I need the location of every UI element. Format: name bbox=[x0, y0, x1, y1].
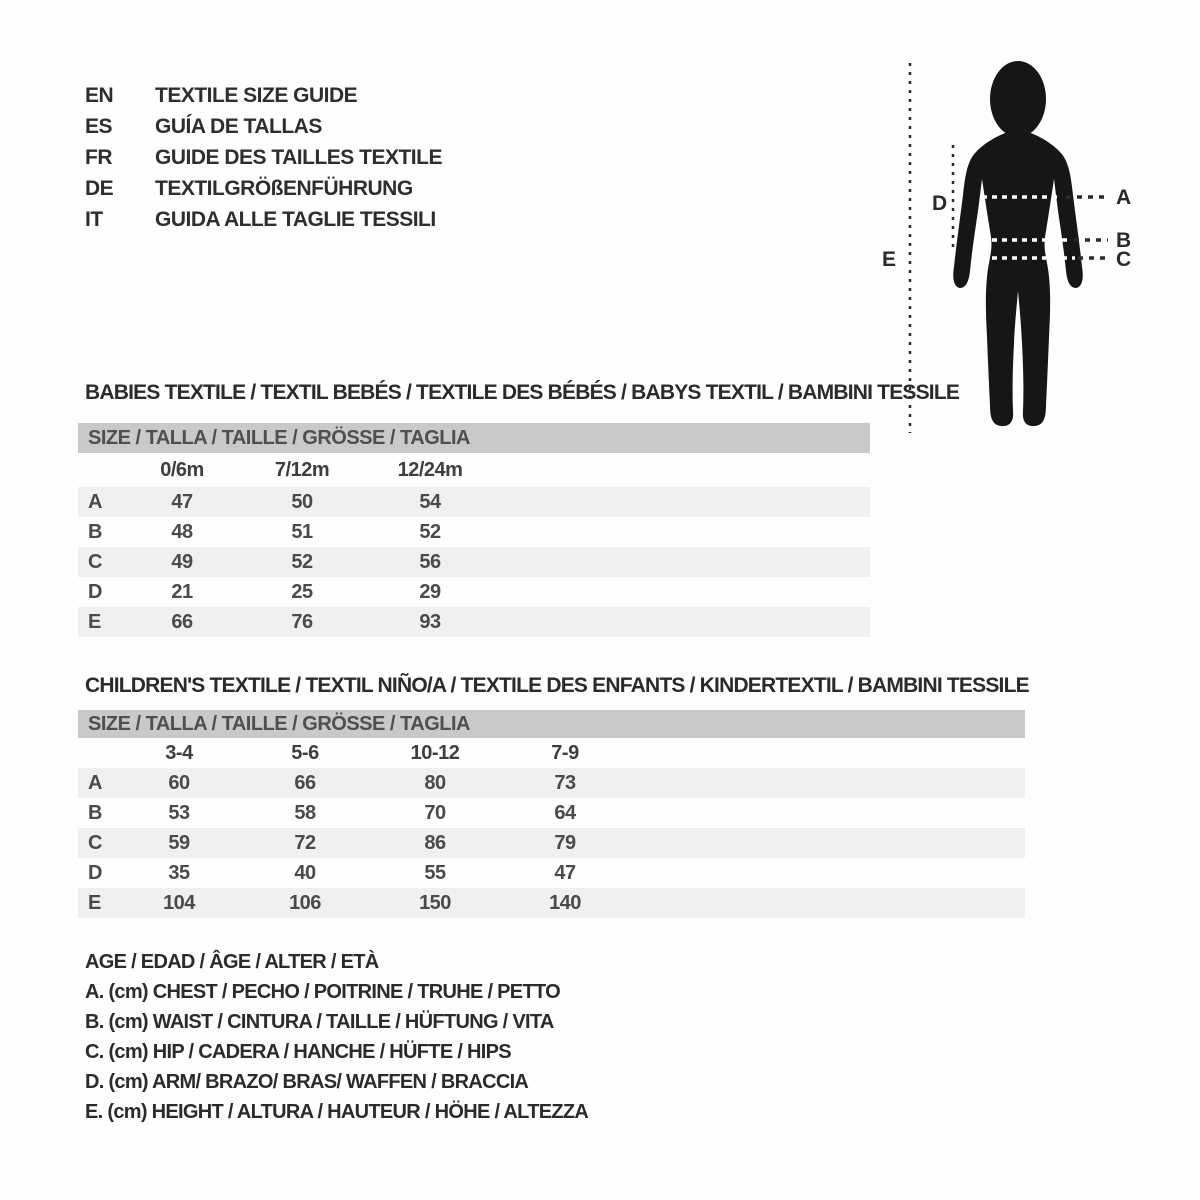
children-section-title: CHILDREN'S TEXTILE / TEXTIL NIÑO/A / TEXTILE DES ENFANTS / KINDERTEXTIL / BAMBINI TESSILE bbox=[85, 674, 1029, 697]
cell: 60 bbox=[168, 771, 190, 794]
cell: 51 bbox=[291, 520, 313, 543]
cell: 52 bbox=[291, 550, 313, 573]
children-column-header-row bbox=[78, 738, 1025, 768]
legend-age: AGE / EDAD / ÂGE / ALTER / ETÀ bbox=[85, 950, 379, 973]
cell: 140 bbox=[549, 891, 581, 914]
table-row bbox=[78, 858, 1025, 888]
language-row-it bbox=[85, 204, 442, 235]
cell: 47 bbox=[171, 490, 193, 513]
row-label: D bbox=[88, 861, 102, 884]
babies-section-title: BABIES TEXTILE / TEXTIL BEBÉS / TEXTILE DES BÉBÉS / BABYS TEXTIL / BAMBINI TESSILE bbox=[85, 381, 960, 404]
row-label: C bbox=[88, 831, 102, 854]
cell: 50 bbox=[291, 490, 313, 513]
child-silhouette bbox=[953, 61, 1083, 426]
chest-label: A bbox=[1116, 186, 1132, 209]
babies-size-header-bar: SIZE / TALLA / TAILLE / GRÖSSE / TAGLIA bbox=[78, 423, 870, 453]
row-label: A bbox=[88, 771, 102, 794]
cell: 73 bbox=[554, 771, 576, 794]
cell: 64 bbox=[554, 801, 576, 824]
children-size-table bbox=[78, 710, 1025, 918]
babies-col-header: 0/6m bbox=[160, 458, 204, 481]
row-label: D bbox=[88, 580, 102, 603]
legend-height: E. (cm) HEIGHT / ALTURA / HAUTEUR / HÖHE / ALTEZZA bbox=[85, 1100, 589, 1123]
cell: 66 bbox=[294, 771, 316, 794]
cell: 53 bbox=[168, 801, 190, 824]
cell: 72 bbox=[294, 831, 316, 854]
cell: 49 bbox=[171, 550, 193, 573]
language-title: TEXTILGRÖßENFÜHRUNG bbox=[155, 176, 413, 200]
cell: 86 bbox=[424, 831, 446, 854]
table-row bbox=[78, 798, 1025, 828]
cell: 47 bbox=[554, 861, 576, 884]
cell: 76 bbox=[291, 610, 313, 633]
cell: 106 bbox=[289, 891, 321, 914]
language-title: GUIDE DES TAILLES TEXTILE bbox=[155, 145, 442, 169]
table-row bbox=[78, 577, 870, 607]
cell: 48 bbox=[171, 520, 193, 543]
children-col-header: 3-4 bbox=[165, 741, 193, 764]
table-row bbox=[78, 547, 870, 577]
height-label: E bbox=[882, 248, 897, 271]
table-row bbox=[78, 828, 1025, 858]
babies-column-header-row bbox=[78, 453, 870, 487]
babies-col-header: 12/24m bbox=[397, 458, 463, 481]
cell: 55 bbox=[424, 861, 446, 884]
babies-col-header: 7/12m bbox=[274, 458, 330, 481]
table-row bbox=[78, 487, 870, 517]
language-row-es bbox=[85, 111, 442, 142]
language-code: EN bbox=[85, 83, 114, 107]
legend-hip: C. (cm) HIP / CADERA / HANCHE / HÜFTE / HIPS bbox=[85, 1040, 511, 1063]
waist-label: B bbox=[1116, 229, 1132, 252]
legend-arm: D. (cm) ARM/ BRAZO/ BRAS/ WAFFEN / BRACCIA bbox=[85, 1070, 529, 1093]
cell: 66 bbox=[171, 610, 193, 633]
babies-size-table bbox=[78, 423, 870, 637]
cell: 70 bbox=[424, 801, 446, 824]
language-code: ES bbox=[85, 114, 113, 138]
cell: 56 bbox=[419, 550, 441, 573]
arm-label: D bbox=[932, 192, 948, 215]
children-col-header: 5-6 bbox=[291, 741, 319, 764]
language-code: FR bbox=[85, 145, 112, 169]
cell: 150 bbox=[419, 891, 451, 914]
table-row bbox=[78, 517, 870, 547]
cell: 40 bbox=[294, 861, 316, 884]
cell: 93 bbox=[419, 610, 441, 633]
children-col-header: 10-12 bbox=[410, 741, 460, 764]
row-label: B bbox=[88, 520, 102, 543]
cell: 21 bbox=[171, 580, 193, 603]
row-label: B bbox=[88, 801, 102, 824]
row-label: E bbox=[88, 891, 101, 914]
row-label: E bbox=[88, 610, 101, 633]
row-label: A bbox=[88, 490, 102, 513]
cell: 58 bbox=[294, 801, 316, 824]
cell: 80 bbox=[424, 771, 446, 794]
table-row bbox=[78, 768, 1025, 798]
children-size-header-bar: SIZE / TALLA / TAILLE / GRÖSSE / TAGLIA bbox=[78, 710, 1025, 738]
measurement-legend bbox=[85, 947, 588, 1127]
row-label: C bbox=[88, 550, 102, 573]
cell: 52 bbox=[419, 520, 441, 543]
language-title-list bbox=[85, 80, 442, 235]
cell: 29 bbox=[419, 580, 441, 603]
hip-label: C bbox=[1116, 248, 1132, 271]
language-title: GUIDA ALLE TAGLIE TESSILI bbox=[155, 207, 436, 231]
language-title: TEXTILE SIZE GUIDE bbox=[155, 83, 358, 107]
language-row-en bbox=[85, 80, 442, 111]
cell: 104 bbox=[163, 891, 195, 914]
silhouette-body bbox=[953, 129, 1083, 426]
language-row-fr bbox=[85, 142, 442, 173]
language-row-de bbox=[85, 173, 442, 204]
cell: 59 bbox=[168, 831, 190, 854]
legend-chest: A. (cm) CHEST / PECHO / POITRINE / TRUHE / PETTO bbox=[85, 980, 560, 1003]
language-title: GUÍA DE TALLAS bbox=[155, 114, 322, 138]
table-row bbox=[78, 888, 1025, 918]
cell: 35 bbox=[168, 861, 190, 884]
cell: 25 bbox=[291, 580, 313, 603]
language-code: IT bbox=[85, 207, 103, 231]
legend-waist: B. (cm) WAIST / CINTURA / TAILLE / HÜFTUNG / VITA bbox=[85, 1010, 554, 1033]
children-col-header: 7-9 bbox=[551, 741, 579, 764]
table-row bbox=[78, 607, 870, 637]
cell: 79 bbox=[554, 831, 576, 854]
cell: 54 bbox=[419, 490, 441, 513]
language-code: DE bbox=[85, 176, 114, 200]
